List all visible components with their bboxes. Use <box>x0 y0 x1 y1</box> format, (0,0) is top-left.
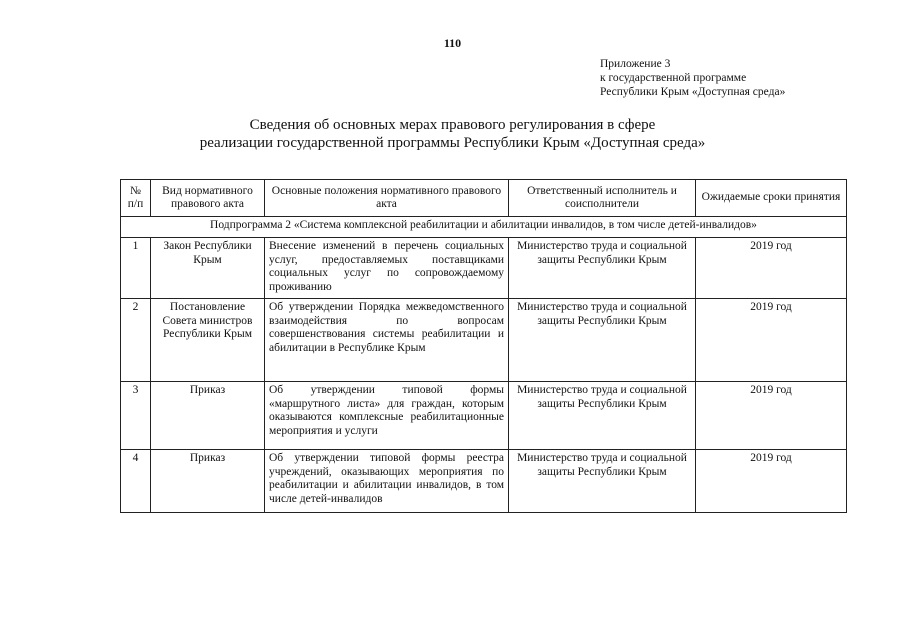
header-num: № п/п <box>121 180 151 217</box>
header-deadline: Ожидаемые сроки принятия <box>696 180 847 217</box>
title-line-2: реализации государственной программы Республики Крым «Доступная среда» <box>199 135 706 151</box>
table-row <box>121 382 847 450</box>
table-row <box>121 450 847 513</box>
table-row <box>121 299 847 382</box>
row-deadline: 2019 год <box>696 382 847 450</box>
row-act-type: Закон Республики Крым <box>151 238 265 299</box>
appendix-line-3: Республики Крым «Доступная среда» <box>600 86 786 98</box>
header-executor: Ответственный исполнитель и соисполнители <box>509 180 696 217</box>
row-provisions: Об утверждении Порядка межведомственного взаимодействия по вопросам совершенствования системы реабилитации и абилитации в Республике Крым <box>265 299 509 382</box>
row-act-type: Приказ <box>151 382 265 450</box>
row-act-type: Постановление Совета министров Республики Крым <box>151 299 265 382</box>
appendix-line-2: к государственной программе <box>600 72 747 84</box>
subprogram-title: Подпрограмма 2 «Система комплексной реабилитации и абилитации инвалидов, в том числе детей-инвалидов» <box>121 217 847 238</box>
appendix-line-1: Приложение 3 <box>600 58 671 70</box>
header-act-type: Вид нормативного правового акта <box>151 180 265 217</box>
row-deadline: 2019 год <box>696 299 847 382</box>
subprogram-row <box>121 217 847 238</box>
row-num: 3 <box>121 382 151 450</box>
row-provisions: Внесение изменений в перечень социальных услуг, предоставляемых поставщиками социальных услуг по сопровождаемому проживанию <box>265 238 509 299</box>
row-provisions: Об утверждении типовой формы реестра учреждений, оказывающих мероприятия по реабилитации и абилитации инвалидов, в том числе детей-инвалидов <box>265 450 509 513</box>
row-executor: Министерство труда и социальной защиты Республики Крым <box>509 382 696 450</box>
appendix-note <box>600 57 785 99</box>
row-executor: Министерство труда и социальной защиты Республики Крым <box>509 450 696 513</box>
row-act-type: Приказ <box>151 450 265 513</box>
table-row <box>121 238 847 299</box>
table-header-row <box>121 180 847 217</box>
row-executor: Министерство труда и социальной защиты Республики Крым <box>509 299 696 382</box>
document-title <box>0 116 905 152</box>
row-executor: Министерство труда и социальной защиты Республики Крым <box>509 238 696 299</box>
row-deadline: 2019 год <box>696 238 847 299</box>
row-deadline: 2019 год <box>696 450 847 513</box>
row-num: 1 <box>121 238 151 299</box>
row-num: 4 <box>121 450 151 513</box>
row-provisions: Об утверждении типовой формы «маршрутного листа» для граждан, которым оказываются комплексные реабилитационные мероприятия и услуги <box>265 382 509 450</box>
measures-table <box>120 179 847 513</box>
header-provisions: Основные положения нормативного правового акта <box>265 180 509 217</box>
title-line-1: Сведения об основных мерах правового регулирования в сфере <box>249 117 656 133</box>
page-number: 110 <box>443 36 462 50</box>
row-num: 2 <box>121 299 151 382</box>
